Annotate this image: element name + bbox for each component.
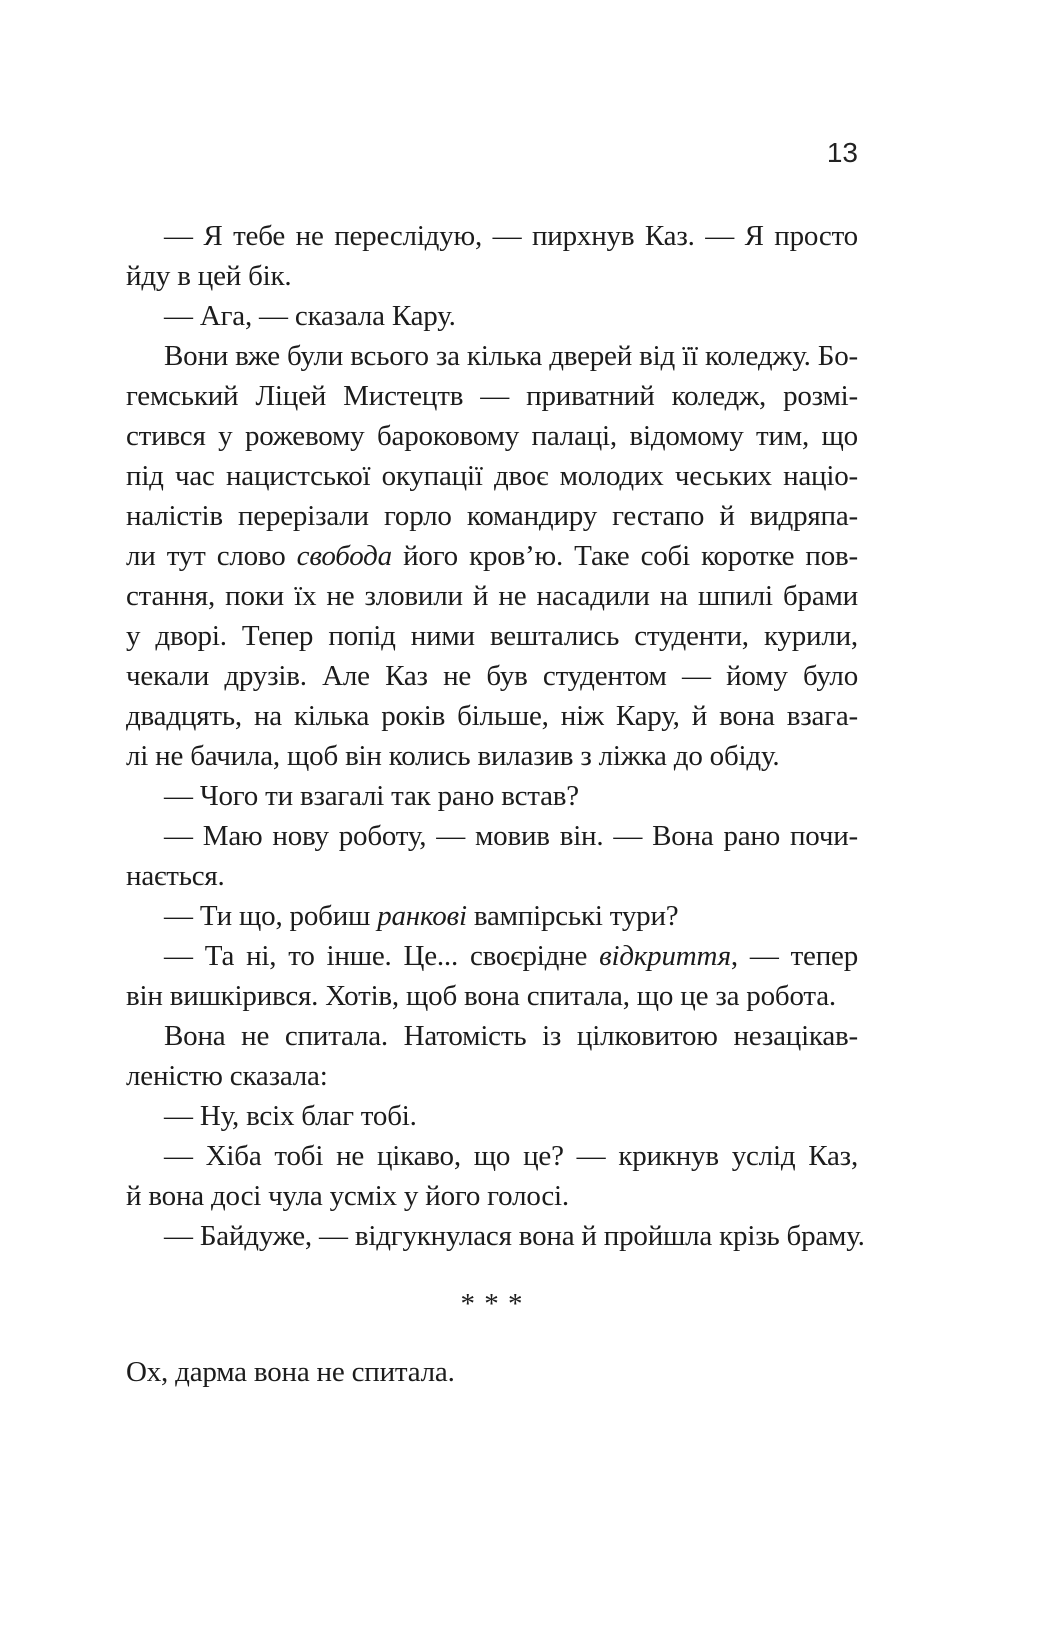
text-segment: стання, поки їх не зловили й не насадили на шпилі брами (126, 580, 858, 612)
text-segment: йду в цей бік. (126, 260, 292, 292)
text-line (126, 576, 858, 616)
paragraph (126, 1096, 858, 1136)
text-segment: — Чого ти взагалі так рано встав? (164, 780, 579, 812)
text-line (126, 536, 858, 576)
text-segment: чекали друзів. Але Каз не був студентом — йому було (126, 660, 858, 692)
text-segment: ли тут слово (126, 540, 297, 572)
text-segment: — Маю нову роботу, — мовив він. — Вона рано почи- (164, 820, 858, 852)
text-line (126, 616, 858, 656)
text-line (126, 376, 858, 416)
text-segment: лі не бачила, щоб він колись вилазив з ліжка до обіду. (126, 740, 780, 772)
text-segment: він вишкірився. Хотів, щоб вона спитала, що це за робота. (126, 980, 836, 1012)
text-line (126, 1096, 858, 1136)
text-line (126, 1352, 858, 1392)
paragraph (126, 296, 858, 336)
text-line (126, 1216, 865, 1256)
text-segment: — Хіба тобі не цікаво, що це? — крикнув услід Каз, (164, 1140, 858, 1172)
text-segment: леністю сказала: (126, 1060, 328, 1092)
text-segment: — Ти що, робиш (164, 900, 378, 932)
paragraph (126, 776, 858, 816)
text-segment: й вона досі чула усміх у його голосі. (126, 1180, 569, 1212)
paragraph (126, 1016, 858, 1096)
paragraph (126, 1352, 858, 1392)
text-segment: гемський Ліцей Мистецтв — приватний коледж, розмі- (126, 380, 858, 412)
text-segment: — Ага, — сказала Кару. (164, 300, 456, 332)
text-line (126, 1016, 858, 1056)
text-segment: Вона не спитала. Натомість із цілковитою незацікав- (164, 1020, 858, 1052)
text-line (126, 216, 858, 256)
text-line (126, 976, 858, 1016)
text-line (126, 936, 858, 976)
text-line (126, 856, 858, 896)
text-line (126, 496, 858, 536)
paragraph (126, 896, 858, 936)
text-line (126, 696, 858, 736)
text-segment: Вони вже були всього за кілька дверей від її коледжу. Бо- (164, 340, 858, 372)
text-line (126, 416, 858, 456)
paragraph (126, 1216, 865, 1256)
paragraph (126, 816, 858, 896)
text-line (126, 736, 858, 776)
text-line (126, 1176, 858, 1216)
text-line (126, 296, 858, 336)
text-line (126, 256, 858, 296)
text-segment: його кров’ю. Таке собі коротке пов- (391, 540, 858, 572)
text-line (126, 1136, 858, 1176)
text-line (126, 776, 858, 816)
text-segment: налістів перерізали горло командиру гестапо й видряпа- (126, 500, 858, 532)
paragraph (126, 216, 858, 296)
text-segment: нається. (126, 860, 225, 892)
paragraph (126, 336, 858, 776)
section-separator: * * * (460, 1288, 524, 1320)
text-segment: — Та ні, то інше. Це... своєрідне (164, 940, 600, 972)
text-segment: під час нацистської окупації двоє молодих чеських націо- (126, 460, 858, 492)
text-line (126, 896, 858, 936)
text-segment: стився у рожевому бароковому палаці, відомому тим, що (126, 420, 858, 452)
text-segment: Ох, дарма вона не спитала. (126, 1356, 455, 1388)
text-segment: , — тепер (730, 940, 858, 972)
text-segment: — Байдуже, — відгукнулася вона й пройшла крізь браму. (164, 1220, 865, 1252)
text-segment: у дворі. Тепер попід ними вештались студенти, курили, (126, 620, 858, 652)
text-segment: вампірські тури? (466, 900, 679, 932)
text-segment: — Ну, всіх благ тобі. (164, 1100, 417, 1132)
paragraph (126, 936, 858, 1016)
page-text (126, 216, 865, 1256)
text-line (126, 816, 858, 856)
text-line (126, 456, 858, 496)
text-segment: двадцять, на кілька років більше, ніж Кару, й вона взага- (126, 700, 858, 732)
text-line (126, 336, 858, 376)
italic-text: відкриття (599, 940, 731, 972)
text-segment: — Я тебе не переслідую, — пирхнув Каз. — Я просто (164, 220, 858, 252)
text-line (126, 656, 858, 696)
page-number: 13 (826, 137, 858, 168)
italic-text: ранкові (377, 900, 467, 932)
paragraph (126, 1136, 858, 1216)
text-line (126, 1056, 858, 1096)
italic-text: свобода (296, 540, 392, 572)
closing-text (126, 1352, 858, 1392)
